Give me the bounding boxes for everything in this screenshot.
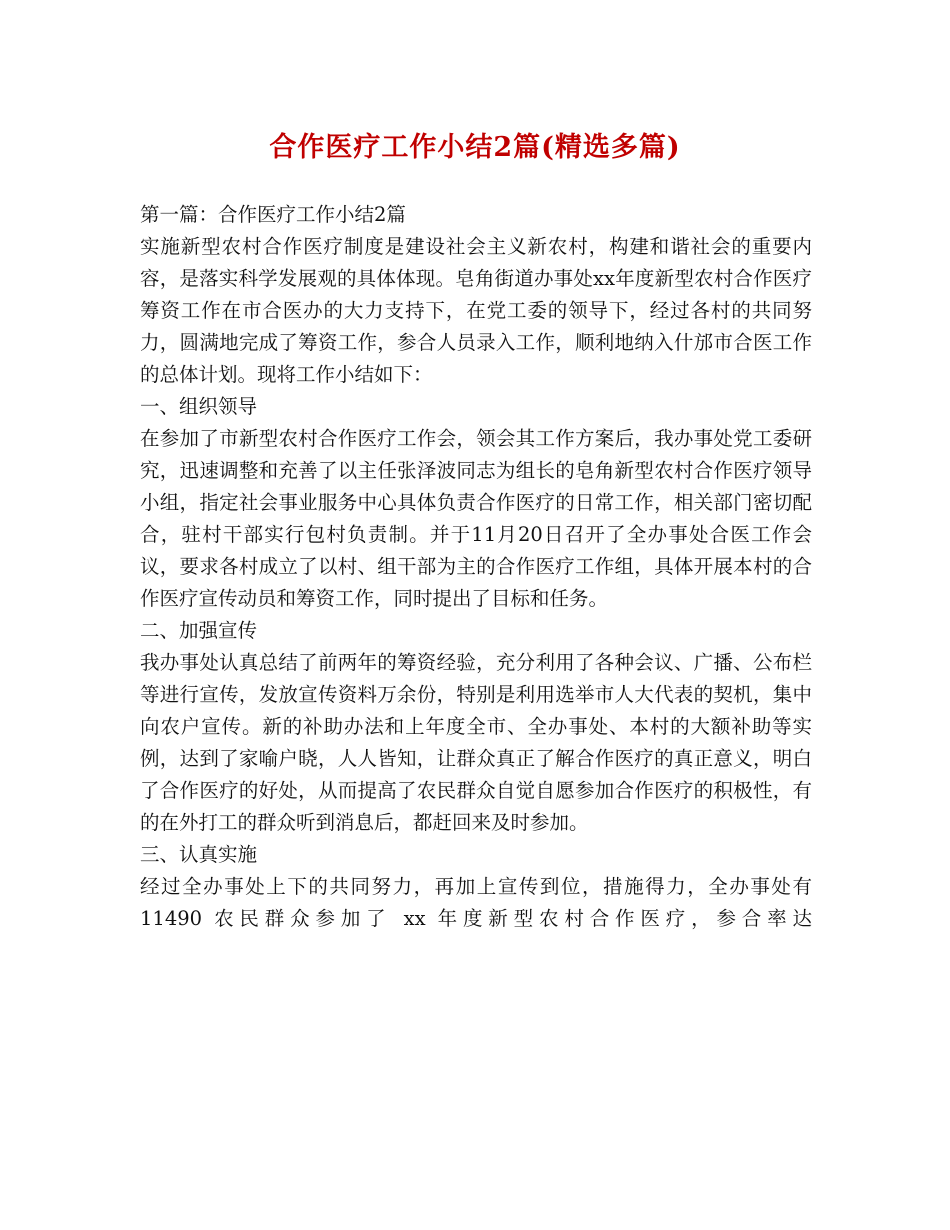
intro-paragraph: 实施新型农村合作医疗制度是建设社会主义新农村，构建和谐社会的重要内容，是落实科学发展观的具体体现。皂角街道办事处xx年度新型农村合作医疗筹资工作在市合医办的大力支持下，在党工委的领导下，经过各村的共同努力，圆满地完成了筹资工作，参合人员录入工作，顺利地纳入什邡市合医工作的总体计划。现将工作小结如下： bbox=[140, 235, 812, 386]
section-paragraph-organization: 在参加了市新型农村合作医疗工作会，领会其工作方案后，我办事处党工委研究，迅速调整和充善了以主任张泽波同志为组长的皂角新型农村合作医疗领导小组，指定社会事业服务中心具体负责合作医疗的日常工作，相关部门密切配合，驻村干部实行包村负责制。并于11月20日召开了全办事处合医工作会议，要求各村成立了以村、组干部为主的合作医疗工作组，具体开展本村的合作医疗宣传动员和筹资工作，同时提出了目标和任务。 bbox=[140, 427, 812, 610]
document-title: 合作医疗工作小结2篇(精选多篇) bbox=[269, 132, 681, 163]
section-paragraph-implementation: 经过全办事处上下的共同努力，再加上宣传到位，措施得力，全办事处有 11490 农民群众参加了 xx 年度新型农村合作医疗，参合率达 bbox=[140, 875, 812, 930]
document-body bbox=[140, 199, 812, 935]
part-heading: 第一篇：合作医疗工作小结2篇 bbox=[140, 203, 406, 226]
section-heading-implementation: 三、认真实施 bbox=[140, 843, 258, 866]
section-paragraph-publicity: 我办事处认真总结了前两年的筹资经验，充分利用了各种会议、广播、公布栏等进行宣传，发放宣传资料万余份，特别是利用选举市人大代表的契机，集中向农户宣传。新的补助办法和上年度全市、全办事处、本村的大额补助等实例，达到了家喻户晓，人人皆知，让群众真正了解合作医疗的真正意义，明白了合作医疗的好处，从而提高了农民群众自觉自愿参加合作医疗的积极性，有的在外打工的群众听到消息后，都赶回来及时参加。 bbox=[140, 651, 812, 834]
section-heading-organization: 一、组织领导 bbox=[140, 395, 258, 418]
section-heading-publicity: 二、加强宣传 bbox=[140, 619, 258, 642]
